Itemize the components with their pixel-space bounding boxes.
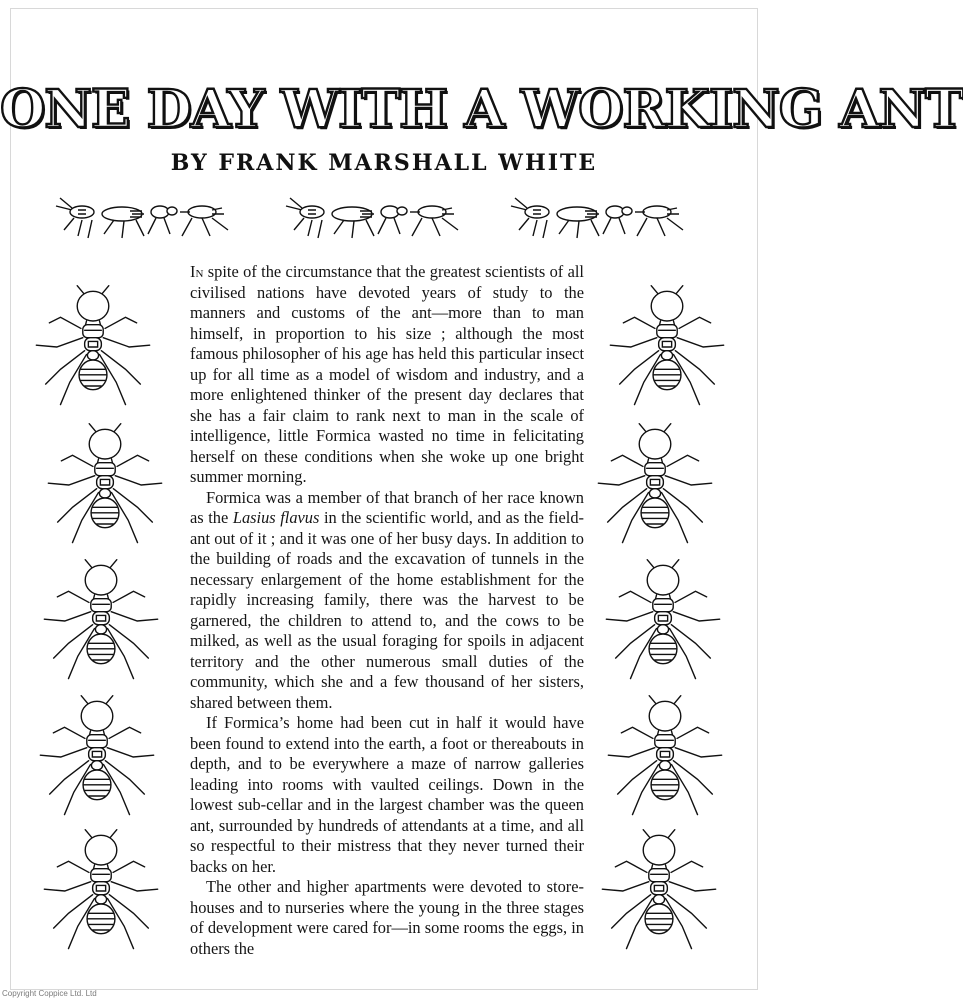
article-byline: BY FRANK MARSHALL WHITE <box>170 150 598 176</box>
paragraph <box>190 713 584 877</box>
copyright-footer: Copyright Coppice Ltd. Ltd <box>2 989 97 998</box>
paragraph-text: Formica was a member of that branch of her race known as the <box>190 487 584 527</box>
article-body <box>190 262 584 959</box>
paragraph <box>190 877 584 959</box>
ant-illustration-icon <box>32 692 162 822</box>
ant-illustration-icon <box>598 556 728 686</box>
ant-illustration-icon <box>36 826 166 956</box>
paragraph <box>190 488 584 714</box>
ant-illustration-icon <box>36 556 166 686</box>
species-name: Lasius flavus <box>232 508 320 527</box>
ant-illustration-icon <box>40 420 170 550</box>
paragraph-text: spite of the circumstance that the greatest scientists of all civilised nations have devoted years of study to the manners and customs of the ant—more than to man himself, in proportion to his size ; although the most famous philosopher of his age has held this particular insect up for all time as a model of wisdom and industry, and a more enlightened thinker of the present day declares that she has a fair claim to rank next to man in the scale of intelligence, little Formica wasted no time in felicitating herself on these conditions when she woke up one bright summer morning. <box>190 262 584 486</box>
ant-illustration-icon <box>600 692 730 822</box>
paragraph-text: The other and higher apartments were devoted to store-houses and to nurseries where the young in the three stages of development were cared for—in some rooms the eggs, in others the <box>190 877 584 958</box>
paragraph-text: in the scientific world, and as the field-ant out of it ; and it was one of her busy days. In addition to the building of roads and the excavation of tunnels in the necessary enlargement of the home establishment for the rapidly increasing family, there was the harvest to be garnered, the children to attend to, and the cows to be milked, as well as the usual foraging for spoils in adjacent territory and the other numerous small duties of the community, which she and a few thousand of her sisters, shared between them. <box>190 508 584 712</box>
ant-illustration-icon <box>602 282 732 412</box>
ant-illustration-icon <box>594 826 724 956</box>
ant-illustration-icon <box>28 282 158 412</box>
paragraph-text: If Formica’s home had been cut in half it would have been found to extend into the earth, a foot or thereabouts in depth, and to be everywhere a maze of narrow galleries leading into rooms with vaulted ceilings. Down in the lowest sub-cellar and in the largest chamber was the queen ant, surrounded by hundreds of attendants at a time, and all so respectful to their mistress that they never turned their backs on her. <box>190 713 584 876</box>
ant-illustration-icon <box>590 420 720 550</box>
paragraph <box>190 262 584 488</box>
dropcap: In <box>190 262 204 281</box>
article-title: ONE DAY WITH A WORKING ANT <box>0 79 963 140</box>
ant-frieze-ornament <box>52 190 716 250</box>
